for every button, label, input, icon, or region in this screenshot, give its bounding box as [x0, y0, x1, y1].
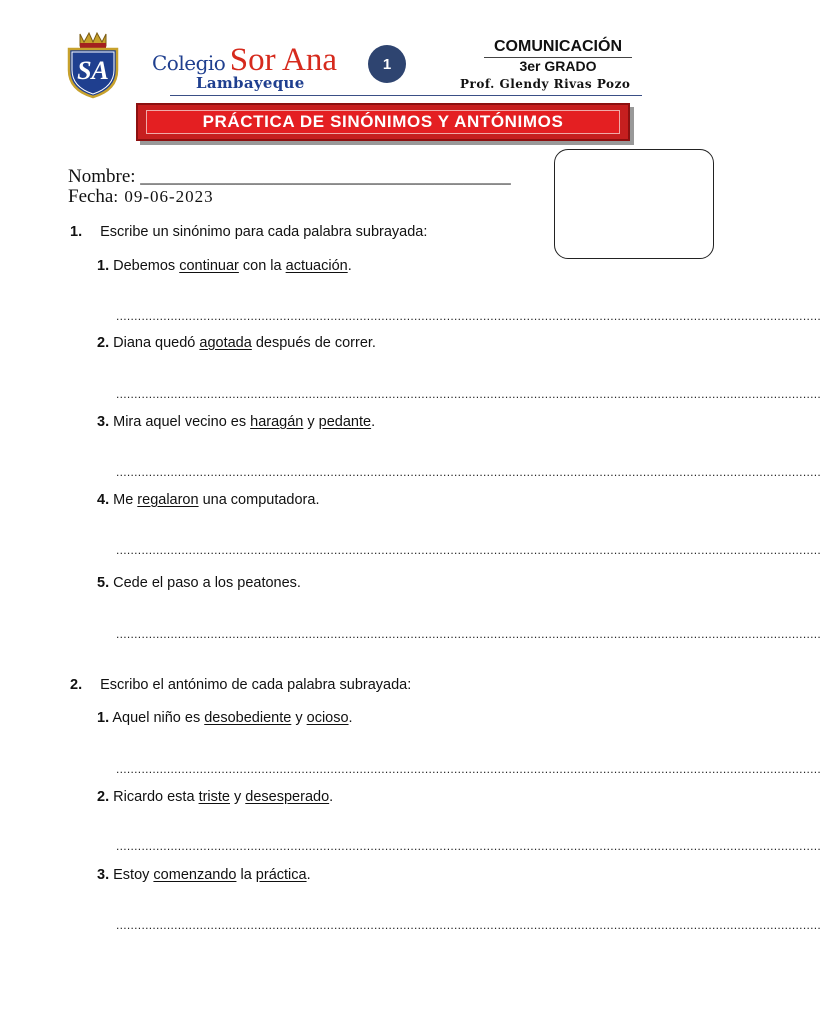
logo-letters: SA	[77, 56, 109, 85]
grade-label: 3er GRADO	[519, 58, 597, 74]
school-prefix: Colegio	[152, 51, 226, 75]
page-number-badge: 1	[368, 45, 406, 83]
s2-item-2: 2. Ricardo esta triste y desesperado.	[97, 789, 334, 805]
section-2-instruction: 2. Escribo el antónimo de cada palabra subrayada:	[70, 677, 412, 693]
s1-item-5: 5. Cede el paso a los peatones.	[97, 575, 301, 591]
teacher-name: Prof. Glendy Rivas Pozo	[460, 77, 631, 91]
score-box	[554, 149, 714, 259]
answer-line[interactable]: ..................................................................................................................................................................................................	[116, 918, 821, 932]
s2-item-3: 3. Estoy comenzando la práctica.	[97, 867, 311, 883]
subject-label: COMUNICACIÓN	[494, 38, 622, 55]
school-city: Lambayeque	[196, 74, 305, 92]
header-divider	[170, 95, 642, 96]
name-label: Nombre	[68, 166, 131, 187]
date-value: : 09-06-2023	[113, 187, 214, 206]
name-field[interactable]	[68, 166, 511, 188]
page-title: PRÁCTICA DE SINÓNIMOS Y ANTÓNIMOS	[202, 112, 564, 131]
name-value: : _______________________________________	[130, 166, 511, 187]
answer-line[interactable]: ..................................................................................................................................................................................................	[116, 387, 821, 401]
s1-item-1: 1. Debemos continuar con la actuación.	[97, 258, 352, 274]
date-field	[68, 186, 214, 208]
s1-item-3: 3. Mira aquel vecino es haragán y pedante.	[97, 414, 376, 430]
school-crest-logo	[66, 30, 120, 98]
s2-item-1: 1. Aquel niño es desobediente y ocioso.	[97, 710, 353, 726]
s1-item-2: 2. Diana quedó agotada después de correr.	[97, 335, 376, 351]
answer-line[interactable]: ..................................................................................................................................................................................................	[116, 309, 821, 323]
section-1-instruction: 1. Escribe un sinónimo para cada palabra subrayada:	[70, 224, 428, 240]
s1-item-4: 4. Me regalaron una computadora.	[97, 492, 320, 508]
title-banner	[136, 103, 630, 141]
answer-line[interactable]: ..................................................................................................................................................................................................	[116, 627, 821, 641]
school-name-main: Sor Ana	[229, 42, 338, 78]
answer-line[interactable]: ..................................................................................................................................................................................................	[116, 839, 821, 853]
answer-line[interactable]: ..................................................................................................................................................................................................	[116, 762, 821, 776]
answer-line[interactable]: ..................................................................................................................................................................................................	[116, 465, 821, 479]
date-label: Fecha	[68, 186, 114, 207]
answer-line[interactable]: ..................................................................................................................................................................................................	[116, 543, 821, 557]
